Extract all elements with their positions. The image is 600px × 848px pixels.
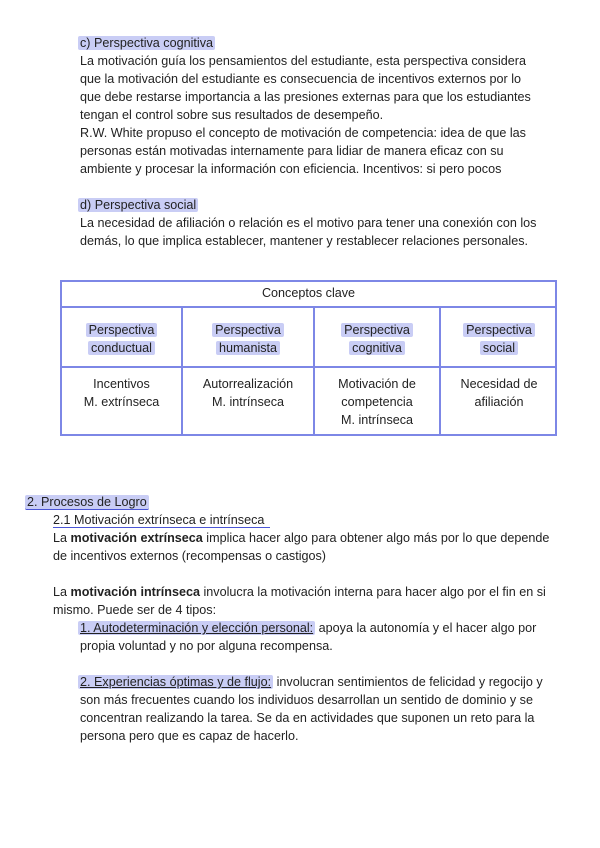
list-item-1-label: 1. Autodeterminación y elección personal: [80, 621, 314, 635]
section-c-line: R.W. White propuso el concepto de motivación de competencia: idea de que las [80, 126, 526, 140]
table-header-line: Perspectiva [86, 323, 158, 337]
table-divider [62, 366, 555, 368]
table-cell [183, 375, 313, 411]
table-cell-line: M. intrínseca [340, 413, 414, 427]
table-header-line: Perspectiva [341, 323, 413, 337]
table-cell-line: Incentivos [93, 377, 150, 391]
extrinsic-paragraph-line: de incentivos externos (recompensas o castigos) [53, 549, 326, 563]
section-c-heading-text: c) Perspectiva cognitiva [80, 36, 213, 50]
table-cell-line: competencia [341, 395, 413, 409]
section-d-line: La necesidad de afiliación o relación es el motivo para tener una conexión con los [80, 216, 537, 230]
p2-rest: involucra la motivación interna para hacer algo por el fin en si [200, 585, 546, 599]
p2-prefix: La [53, 585, 71, 599]
section-2-1-heading [53, 511, 270, 529]
section-d-heading [78, 196, 198, 214]
table-cell [62, 375, 181, 411]
list-item-2-line: son más frecuentes cuando los individuos desarrollan un sentido de dominio y se [80, 693, 533, 707]
list-item-2-rest: involucran sentimientos de felicidad y regocijo y [273, 675, 543, 689]
intrinsic-paragraph-line [53, 583, 546, 601]
list-item-2-line: concentran realizando la tarea. Se da en actividades que suponen un reto para la [80, 711, 535, 725]
table-header-line: conductual [88, 341, 155, 355]
table-header-line: social [480, 341, 518, 355]
table-header-cell [62, 321, 181, 357]
section-c-line: ambiente y procesar la información con eficiencia. Incentivos: si pero pocos [80, 162, 502, 176]
table-cell [315, 375, 439, 429]
table-header-cell [315, 321, 439, 357]
list-item-2-label: 2. Experiencias óptimas y de flujo: [80, 675, 272, 689]
section-2-heading [25, 493, 149, 511]
table-header-line: Perspectiva [212, 323, 284, 337]
list-item-1 [78, 619, 536, 637]
table-header-cell [183, 321, 313, 357]
section-d-heading-text: d) Perspectiva social [80, 198, 197, 212]
table-header-line: Perspectiva [463, 323, 535, 337]
section-d-line: demás, lo que implica establecer, mantener y restablecer relaciones personales. [80, 234, 529, 248]
table-cell-line: M. extrínseca [83, 395, 160, 409]
section-c-line: personas están motivadas internamente para lidiar de manera eficaz con su [80, 144, 504, 158]
key-concepts-table [60, 280, 557, 436]
list-item-1-line: propia voluntad y no por alguna recompensa. [80, 639, 333, 653]
p1-prefix: La [53, 531, 71, 545]
table-cell-line: Autorrealización [202, 377, 294, 391]
table-cell-line: Motivación de [338, 377, 416, 391]
section-2-heading-text: 2. Procesos de Logro [27, 495, 147, 509]
intrinsic-paragraph-line: mismo. Puede ser de 4 tipos: [53, 603, 217, 617]
table-cell [441, 375, 557, 411]
p2-term: motivación intrínseca [70, 585, 200, 599]
section-2-1-heading-text: 2.1 Motivación extrínseca e intrínseca [53, 513, 270, 528]
section-c-line: La motivación guía los pensamientos del estudiante, esta perspectiva considera [80, 54, 526, 68]
table-header-line: cognitiva [349, 341, 405, 355]
p1-term: motivación extrínseca [70, 531, 203, 545]
table-header-line: humanista [216, 341, 280, 355]
p1-rest: implica hacer algo para obtener algo más por lo que depende [202, 531, 550, 545]
list-item-2-line: persona pero que es capaz de hacerlo. [80, 729, 299, 743]
section-c-heading [78, 34, 215, 52]
table-cell-line: afiliación [474, 395, 524, 409]
extrinsic-paragraph-line [53, 529, 549, 547]
section-c-line: que debe restarse importancia a las presiones externas para que los estudiantes [80, 90, 531, 104]
table-cell-line: M. intrínseca [211, 395, 285, 409]
list-item-1-rest: apoya la autonomía y el hacer algo por [315, 621, 537, 635]
list-item-2 [78, 673, 543, 691]
section-c-line: que la motivación del estudiante es consecuencia de incentivos externos por lo [80, 72, 522, 86]
table-header-cell [441, 321, 557, 357]
section-c-line: tengan el control sobre sus resultados de desempeño. [80, 108, 384, 122]
table-cell-line: Necesidad de [460, 377, 538, 391]
table-caption: Conceptos clave [62, 282, 555, 308]
